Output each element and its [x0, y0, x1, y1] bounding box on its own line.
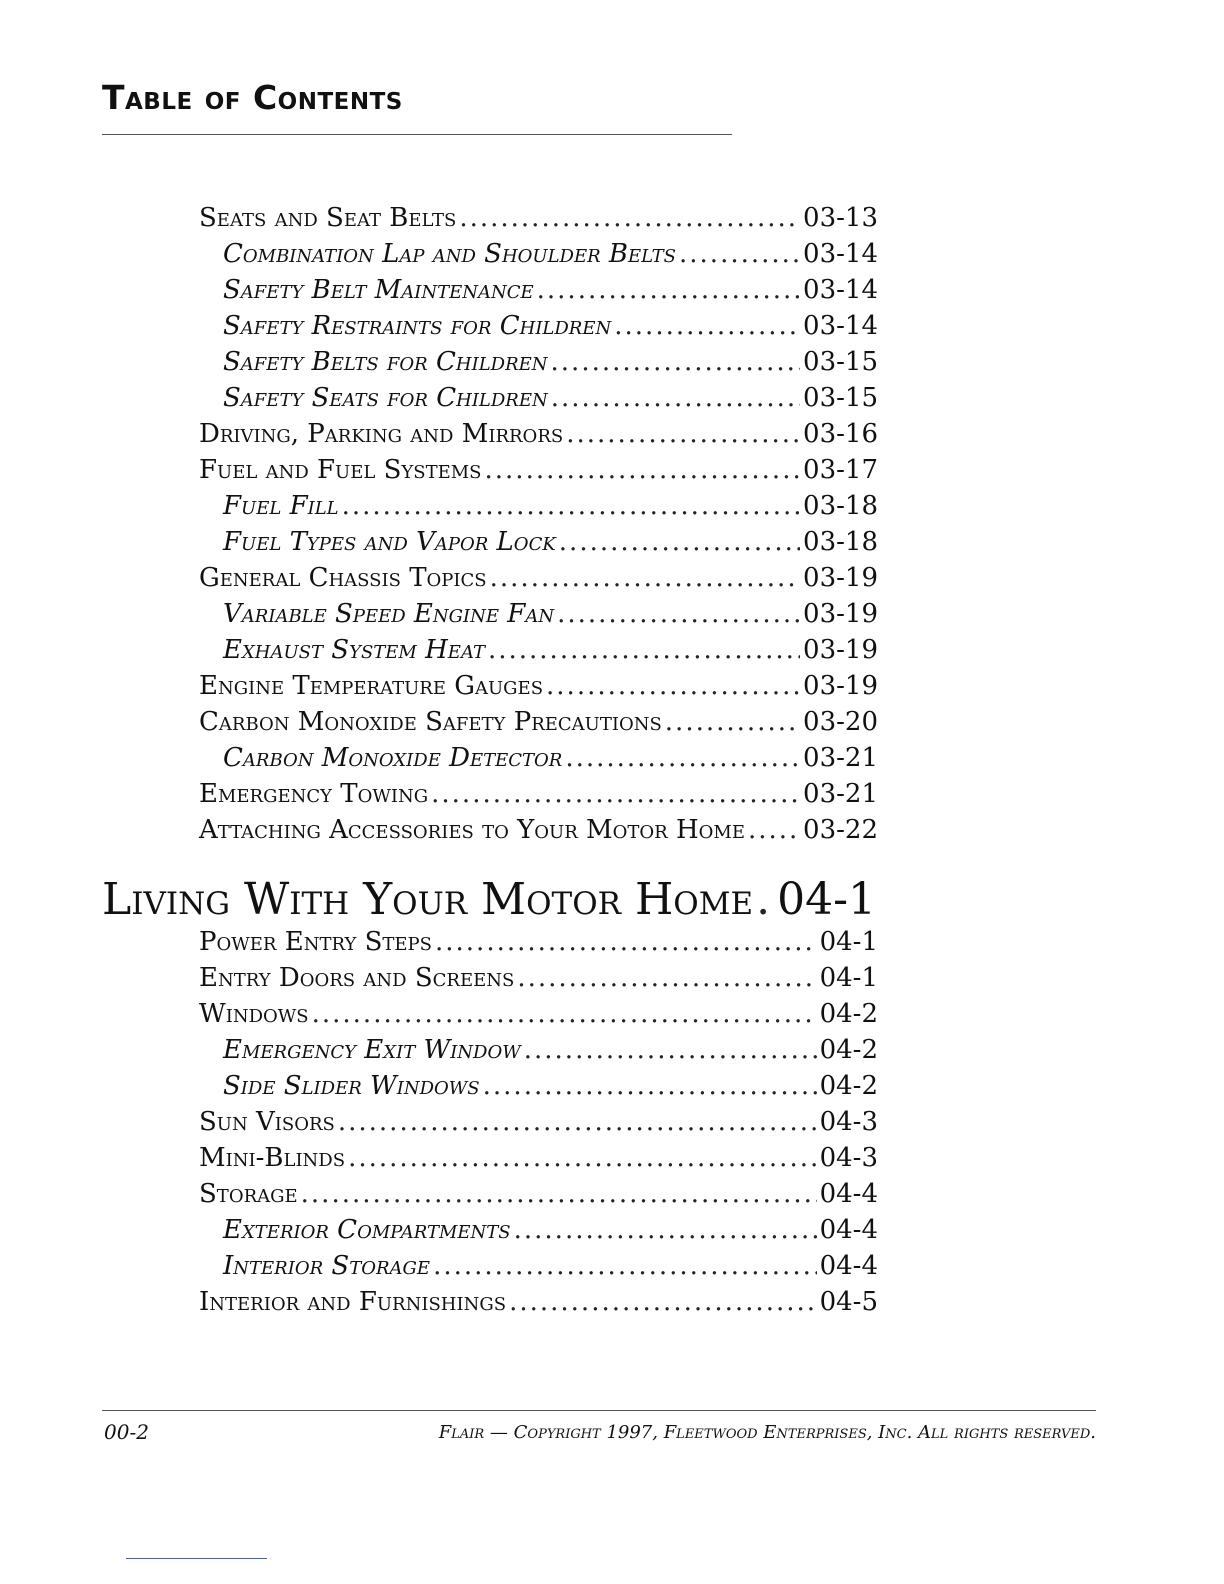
toc-entry-page: 03-14 — [803, 311, 878, 341]
dot-leader — [312, 999, 817, 1029]
toc-entry-label: Mini-Blinds — [199, 1143, 346, 1173]
toc-entry — [199, 927, 878, 963]
dot-leader — [614, 311, 800, 341]
dot-leader — [348, 1143, 817, 1173]
toc-entry-label: Safety Seats for Children — [223, 383, 548, 413]
toc-entry-label: Safety Belts for Children — [223, 347, 548, 377]
toc-entry-label: Windows — [199, 999, 309, 1029]
toc-entry — [199, 707, 878, 743]
toc-entry — [223, 635, 878, 671]
toc-entry-label: Safety Belt Maintenance — [223, 275, 534, 305]
toc-entry-page: 04-2 — [819, 1035, 878, 1065]
toc-entry-label: General Chassis Topics — [199, 563, 487, 593]
toc-entry — [199, 1107, 878, 1143]
toc-entry-label: Fuel and Fuel Systems — [199, 455, 482, 485]
dot-leader — [559, 527, 800, 557]
toc-entry-page: 03-17 — [803, 455, 878, 485]
toc-entry-label: Exterior Compartments — [223, 1215, 511, 1245]
toc-entry-label: Sun Visors — [199, 1107, 335, 1137]
dot-leader — [665, 707, 800, 737]
toc-entry-label: Storage — [199, 1179, 298, 1209]
dot-leader — [490, 563, 800, 593]
toc-entry — [199, 203, 878, 239]
dot-leader — [566, 419, 800, 449]
toc-entry-label: Engine Temperature Gauges — [199, 671, 544, 701]
toc-entry — [223, 1251, 878, 1287]
toc-entry-label: Fuel Fill — [223, 491, 339, 521]
toc-entry-page: 04-2 — [819, 1071, 878, 1101]
footer-divider — [102, 1410, 1096, 1411]
toc-entry-label: Carbon Monoxide Safety Precautions — [199, 707, 662, 737]
toc-entry-label: Seats and Seat Belts — [199, 203, 457, 233]
dot-leader — [301, 1179, 817, 1209]
dot-leader — [514, 1215, 817, 1245]
toc-entry-page: 04-3 — [819, 1107, 878, 1137]
toc-entry-page: 03-21 — [803, 779, 878, 809]
toc-entry-page: 04-3 — [819, 1143, 878, 1173]
dot-leader — [338, 1107, 817, 1137]
toc-entry — [199, 963, 878, 999]
toc-entry — [199, 563, 878, 599]
toc-entry-label: Variable Speed Engine Fan — [223, 599, 555, 629]
toc-entry-label: Living With Your Motor Home — [102, 874, 754, 925]
dot-leader — [485, 455, 801, 485]
toc-entry — [199, 419, 878, 455]
toc-entry-page: 03-21 — [803, 743, 878, 773]
dot-leader — [488, 635, 800, 665]
toc-entry-label: Attaching Accessories to Your Motor Home — [199, 815, 745, 845]
toc-entry — [223, 1035, 878, 1071]
toc-entry-page: 03-15 — [803, 383, 878, 413]
toc-entry-page: 03-14 — [803, 239, 878, 269]
toc-entry — [223, 743, 878, 779]
toc-entry — [223, 527, 878, 563]
toc-entry-page: 04-1 — [819, 927, 878, 957]
toc-entry-label: Driving, Parking and Mirrors — [199, 419, 564, 449]
toc-entry-page: 03-20 — [803, 707, 878, 737]
toc-entry-page: 03-16 — [803, 419, 878, 449]
toc-entry-label: Emergency Towing — [199, 779, 429, 809]
dot-leader — [557, 599, 800, 629]
toc-entry — [223, 239, 878, 275]
toc-entry — [199, 1179, 878, 1215]
toc-entry-page: 04-5 — [819, 1287, 878, 1317]
dot-leader — [431, 779, 800, 809]
dot-leader — [551, 383, 800, 413]
toc-entry — [199, 455, 878, 491]
toc-entry-page: 04-1 — [819, 963, 878, 993]
toc-entry — [223, 383, 878, 419]
dot-leader — [524, 1035, 817, 1065]
footer-page-number: 00-2 — [104, 1420, 149, 1444]
toc-entry-page: 03-22 — [803, 815, 878, 845]
toc-entry-label: Safety Restraints for Children — [223, 311, 612, 341]
toc-entry-label: Side Slider Windows — [223, 1071, 480, 1101]
toc-entry — [199, 779, 878, 815]
dot-leader — [459, 203, 800, 233]
toc-entry-label: Entry Doors and Screens — [199, 963, 515, 993]
toc-entry — [223, 1071, 878, 1107]
toc-entry — [223, 311, 878, 347]
toc-entry — [223, 1215, 878, 1251]
toc-entry-page: 04-2 — [819, 999, 878, 1029]
toc-entry-page: 04-4 — [819, 1251, 878, 1281]
dot-leader — [537, 275, 800, 305]
toc-entry-page: 03-14 — [803, 275, 878, 305]
dot-leader — [483, 1071, 817, 1101]
scan-mark-line — [126, 1558, 267, 1559]
dot-leader — [756, 874, 774, 925]
dot-leader — [565, 743, 800, 773]
toc-entry-page: 04-1 — [777, 874, 876, 925]
toc-entry — [199, 1287, 878, 1323]
dot-leader — [679, 239, 800, 269]
toc-entry-page: 04-4 — [819, 1215, 878, 1245]
toc-entry-page: 04-4 — [819, 1179, 878, 1209]
dot-leader — [509, 1287, 817, 1317]
dot-leader — [342, 491, 800, 521]
toc-entry-page: 03-13 — [803, 203, 878, 233]
toc-entry — [199, 671, 878, 707]
toc-entry-page: 03-19 — [803, 563, 878, 593]
dot-leader — [546, 671, 800, 701]
toc-entry-label: Interior Storage — [223, 1251, 431, 1281]
toc-entry-page: 03-19 — [803, 671, 878, 701]
footer-copyright: Flair — Copyright 1997, Fleetwood Enterprises, Inc. All rights reserved. — [438, 1422, 1096, 1443]
toc-entry — [223, 491, 878, 527]
toc-entry-label: Exhaust System Heat — [223, 635, 485, 665]
toc-entry-page: 03-18 — [803, 491, 878, 521]
toc-entry-label: Combination Lap and Shoulder Belts — [223, 239, 677, 269]
toc-entry-page: 03-15 — [803, 347, 878, 377]
toc-entry — [223, 599, 878, 635]
toc-entry — [223, 347, 878, 383]
toc-entry-page: 03-18 — [803, 527, 878, 557]
toc-entry-label: Power Entry Steps — [199, 927, 432, 957]
toc-entry — [223, 275, 878, 311]
dot-leader — [748, 815, 800, 845]
toc-entry-label: Emergency Exit Window — [223, 1035, 521, 1065]
page-title: Table of Contents — [102, 78, 403, 117]
title-divider — [102, 134, 732, 135]
toc-entry — [199, 1143, 878, 1179]
dot-leader — [433, 1251, 817, 1281]
dot-leader — [551, 347, 801, 377]
toc-entry — [199, 999, 878, 1035]
toc-entry-label: Fuel Types and Vapor Lock — [223, 527, 556, 557]
toc-section-heading — [102, 874, 876, 930]
toc-entry — [199, 815, 878, 851]
toc-entry-label: Carbon Monoxide Detector — [223, 743, 563, 773]
dot-leader — [435, 927, 817, 957]
dot-leader — [517, 963, 816, 993]
toc-entry-label: Interior and Furnishings — [199, 1287, 507, 1317]
toc-entry-page: 03-19 — [803, 635, 878, 665]
toc-entry-page: 03-19 — [803, 599, 878, 629]
